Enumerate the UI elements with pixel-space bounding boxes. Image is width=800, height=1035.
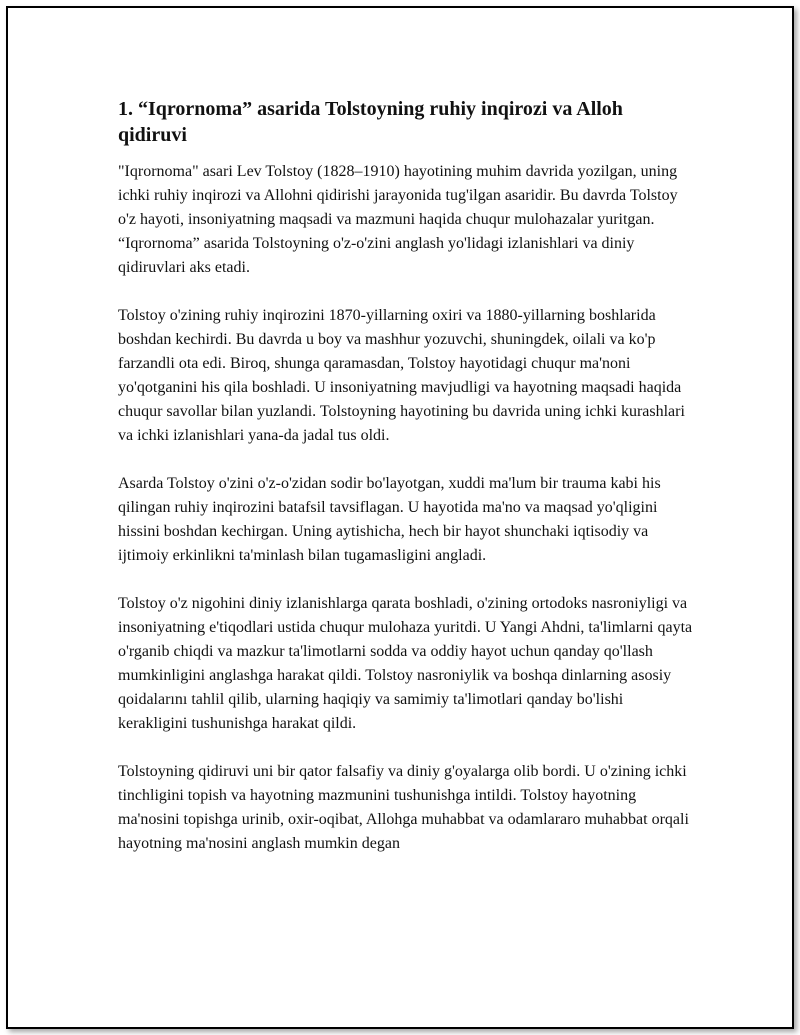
paragraph-5: Tolstoyning qidiruvi uni bir qator falsafiy va diniy g'oyalarga olib bordi. U o'zining ichki tinchligini topish va hayotning mazmunini tushunishga intildi. Tolstoy hayotning ma'nosini topishga urinib, oxir-oqibat, Allohga muhabbat va odamlararo muhabbat orqali hayotning ma'nosini anglash mumkin degan — [118, 763, 689, 852]
document-content — [118, 96, 693, 880]
paragraph-2: Tolstoy o'zining ruhiy inqirozini 1870-yillarning oxiri va 1880-yillarning boshlarida boshdan kechirdi. Bu davrda u boy va mashhur yozuvchi, shuningdek, oilali va ko'p farzandli ota edi. Biroq, shunga qaramasdan, Tolstoy hayotidagi chuqur ma'noni yo'qotganini his qila boshladi. U insoniyatning mavjudligi va hayotning maqsadi haqida chuqur savollar bilan yuzlandi. Tolstoyning hayotining bu davrida uning ichki kurashlari va ichki izlanishlari yana-da jadal tus oldi. — [118, 307, 685, 444]
document-page — [6, 6, 794, 1029]
section-heading: 1. “Iqrornoma” asarida Tolstoyning ruhiy inqirozi va Alloh qidiruvi — [118, 98, 623, 146]
paragraph-3: Asarda Tolstoy o'zini o'z-o'zidan sodir bo'layotgan, xuddi ma'lum bir trauma kabi his qilingan ruhiy inqirozini batafsil tavsiflagan. U hayotida ma'no va maqsad yo'qligini hissini boshdan kechirgan. Uning aytishicha, hech bir hayot shunchaki iqtisodiy va ijtimoiy erkinlikni ta'minlash bilan tugamasligini angladi. — [118, 475, 661, 564]
paragraph-1: "Iqrornoma" asari Lev Tolstoy (1828–1910) hayotining muhim davrida yozilgan, uning ichki ruhiy inqirozi va Allohni qidirishi jarayonida tug'ilgan asaridir. Bu davrda Tolstoy o'z hayoti, insoniyatning maqsadi va mazmuni haqida chuqur mulohazalar yuritgan. “Iqrornoma” asarida Tolstoyning o'z-o'zini anglash yo'lidagi izlanishlari va diniy qidiruvlari aks etadi. — [118, 163, 678, 276]
paragraph-4: Tolstoy o'z nigohini diniy izlanishlarga qarata boshladi, o'zining ortodoks nasroniyligi va insoniyatning e'tiqodlari ustida chuqur mulohaza yuritdi. U Yangi Ahdni, ta'limlarni qayta o'rganib chiqdi va mazkur ta'limotlarni sodda va oddiy hayot uchun qanday qo'llash mumkinligini anglashga harakat qildi. Tolstoy nasroniylik va boshqa dinlarning asosiy qoidalarını tahlil qilib, ularning haqiqiy va samimiy ta'limotlari qanday bo'lishi kerakligini tushunishga harakat qildi. — [118, 595, 693, 732]
